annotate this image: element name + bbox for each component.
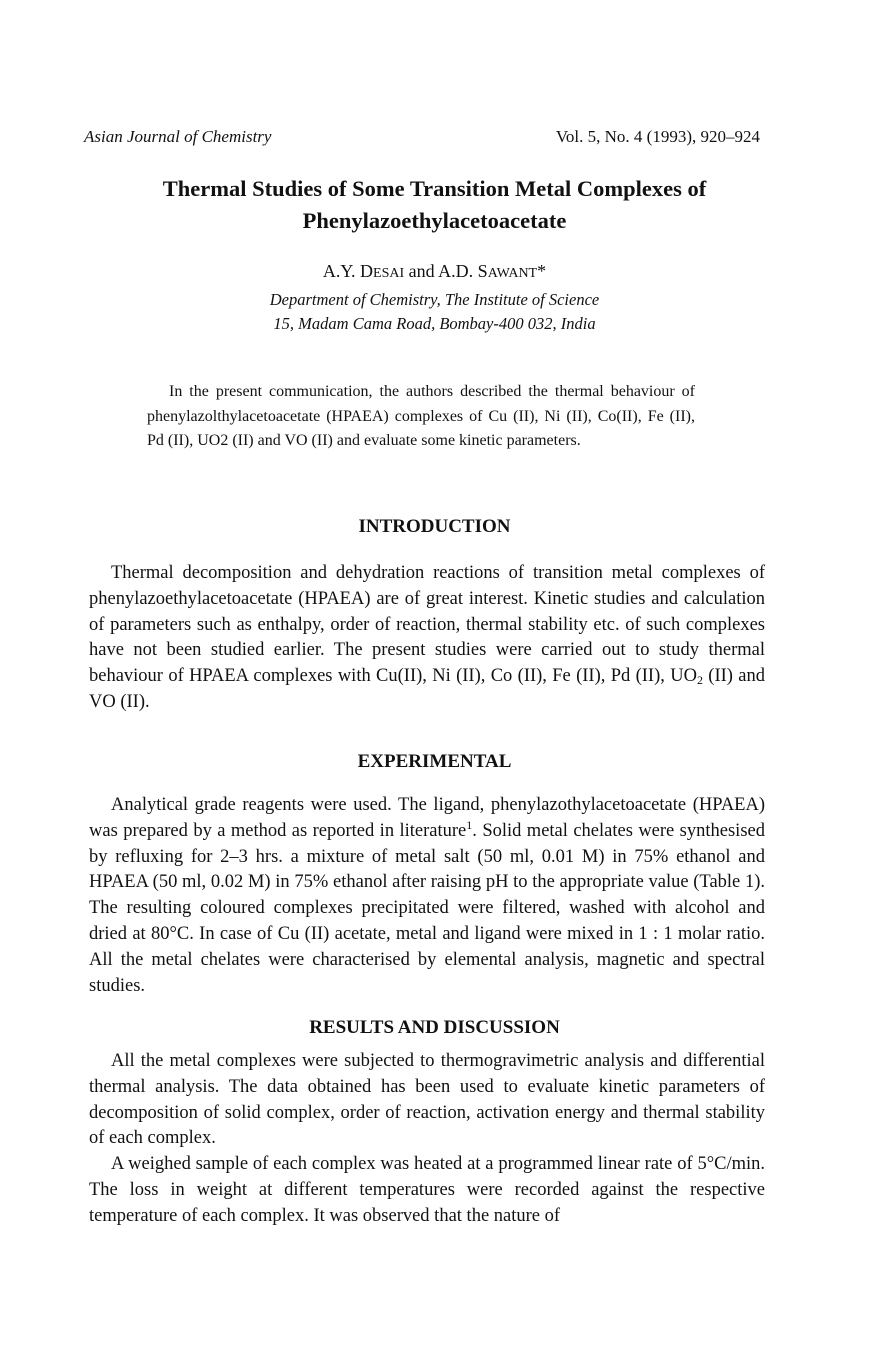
results-paragraph-2: A weighed sample of each complex was heated at a programmed linear rate of 5°C/min. The loss in weight at different temperatures were recorded against the respective temperature of each complex. It was observed that the nature of xyxy=(89,1154,765,1226)
results-heading: RESULTS AND DISCUSSION xyxy=(309,1017,560,1038)
affiliation-line-1: Department of Chemistry, The Institute of Science xyxy=(269,290,600,309)
abstract: In the present communication, the authors described the thermal behaviour of phenylazolthylacetoacetate (HPAEA) complexes of Cu (II), Ni (II), Co(II), Fe (II), Pd (II), UO2 (II) and VO (II) and evaluate some kinetic parameters. xyxy=(147,383,695,449)
paper-title xyxy=(60,173,809,237)
introduction-paragraph: Thermal decomposition and dehydration reactions of transition metal complexes of phenylazoethylacetoacetate (HPAEA) are of great interest. Kinetic studies and calculation of parameters such as enthalpy, order of reaction, thermal stability etc. of such complexes have not been studied earlier. The present studies were carried out to study thermal behaviour of HPAEA complexes with Cu(II), Ni (II), Co (II), Fe (II), Pd (II), $UO_2$ (II) and VO (II). xyxy=(89,563,765,712)
affiliation-line-2: 15, Madam Cama Road, Bombay-400 032, India xyxy=(273,314,596,333)
title-line-1: Thermal Studies of Some Transition Metal Complexes of xyxy=(162,176,707,201)
experimental-heading: EXPERIMENTAL xyxy=(357,751,512,772)
affiliation xyxy=(0,288,869,336)
volume-info: Vol. 5, No. 4 (1993), 920–924 xyxy=(555,127,760,146)
introduction-heading: INTRODUCTION xyxy=(358,516,511,537)
journal-name: Asian Journal of Chemistry xyxy=(84,127,272,146)
results-paragraph-1: All the metal complexes were subjected to thermogravimetric analysis and differential thermal analysis. The data obtained has been used to evaluate kinetic parameters of decomposition of solid complex, order of reaction, activation energy and thermal stability of each complex. xyxy=(89,1051,765,1149)
author-line: A.Y. DESAI and A.D. SAWANT* xyxy=(322,261,547,281)
title-line-2: Phenylazoethylacetoacetate xyxy=(302,208,567,233)
experimental-paragraph: Analytical grade reagents were used. The ligand, phenylazothylacetoacetate (HPAEA) was prepared by a method as reported in literature$^1$. Solid metal chelates were synthesised by refluxing for 2–3 hrs. a mixture of metal salt (50 ml, 0.01 M) in 75% ethanol and HPAEA (50 ml, 0.02 M) in 75% ethanol after raising pH to the appropriate value (Table 1). The resulting coloured complexes precipitated were filtered, washed with alcohol and dried at 80°C. In case of Cu (II) acetate, metal and ligand were mixed in 1 : 1 molar ratio. All the metal chelates were characterised by elemental analysis, magnetic and spectral studies. xyxy=(89,795,765,996)
corresponding-author-mark: * xyxy=(537,261,547,281)
